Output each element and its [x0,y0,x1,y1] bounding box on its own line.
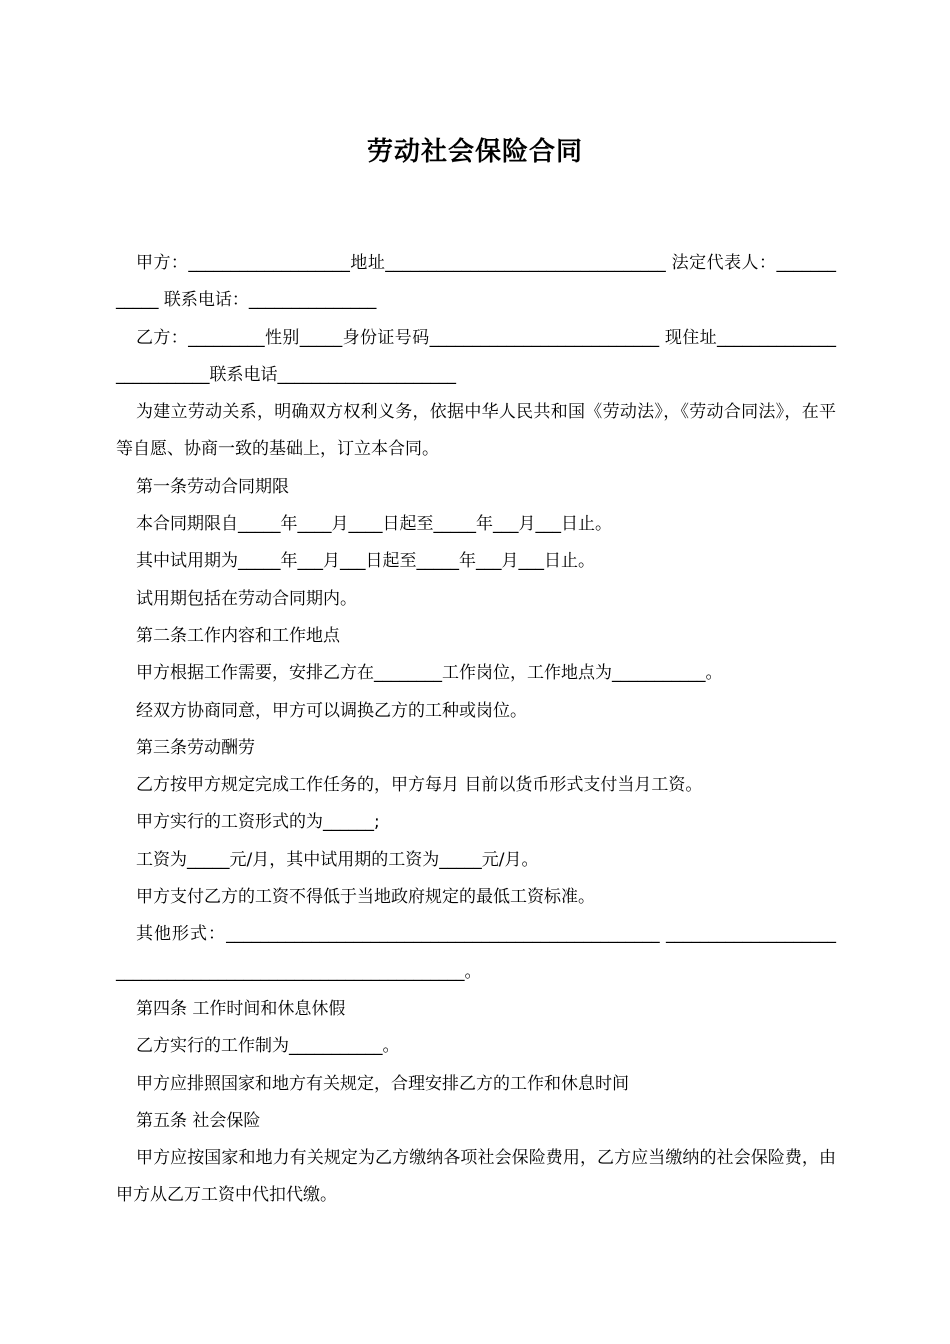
article-3-other: 其他形式：___________________________________________________ _____________________________________________________________。 [116,924,836,982]
article-3-wage-form: 甲方实行的工资形式的为______; [136,812,380,833]
article-3-heading: 第三条劳动酬劳 [136,737,255,758]
article-1-note: 试用期包括在劳动合同期内。 [136,588,357,609]
party-b-info: 乙方：_________性别_____身份证号码___________________________ 现住址_________________________联系电话_____________________ [116,327,836,385]
article-1-term: 本合同期限自_____年____月____日起至_____年___月___日止。 [136,514,612,535]
preamble: 为建立劳动关系，明确双方权利义务，依据中华人民共和国《劳动法》，《劳动合同法》，在平等自愿、协商一致的基础上，订立本合同。 [116,402,836,460]
article-2-adjust: 经双方协商同意，甲方可以调换乙方的工种或岗位。 [136,700,527,721]
article-3-minimum: 甲方支付乙方的工资不得低于当地政府规定的最低工资标准。 [136,887,595,908]
article-5-insurance: 甲方应按国家和地力有关规定为乙方缴纳各项社会保险费用，乙方应当缴纳的社会保险费，由甲方从乙万工资中代扣代缴。 [116,1148,836,1206]
article-5-heading: 第五条 社会保险 [136,1110,261,1131]
document-body [116,245,836,1215]
article-4-work-system: 乙方实行的工作制为___________。 [136,1036,400,1057]
document-title: 劳动社会保险合同 [366,137,583,167]
article-3-wage-amount: 工资为_____元/月，其中试用期的工资为_____元/月。 [136,849,539,870]
article-4-rest: 甲方应排照国家和地方有关规定，合理安排乙方的工作和休息时间 [136,1073,629,1094]
article-2-position: 甲方根据工作需要，安排乙方在________工作岗位，工作地点为___________。 [136,663,723,684]
article-1-heading: 第一条劳动合同期限 [136,476,289,497]
party-a-info: 甲方：___________________地址_________________________________ 法定代表人：____________ 联系电话：_______________ [116,253,836,311]
article-2-heading: 第二条工作内容和工作地点 [136,625,340,646]
article-4-heading: 第四条 工作时间和休息休假 [136,998,346,1019]
article-3-payment: 乙方按甲方规定完成工作任务的，甲方每月 目前以货币形式支付当月工资。 [136,775,703,796]
article-1-probation: 其中试用期为_____年___月___日起至_____年___月___日止。 [136,551,595,572]
